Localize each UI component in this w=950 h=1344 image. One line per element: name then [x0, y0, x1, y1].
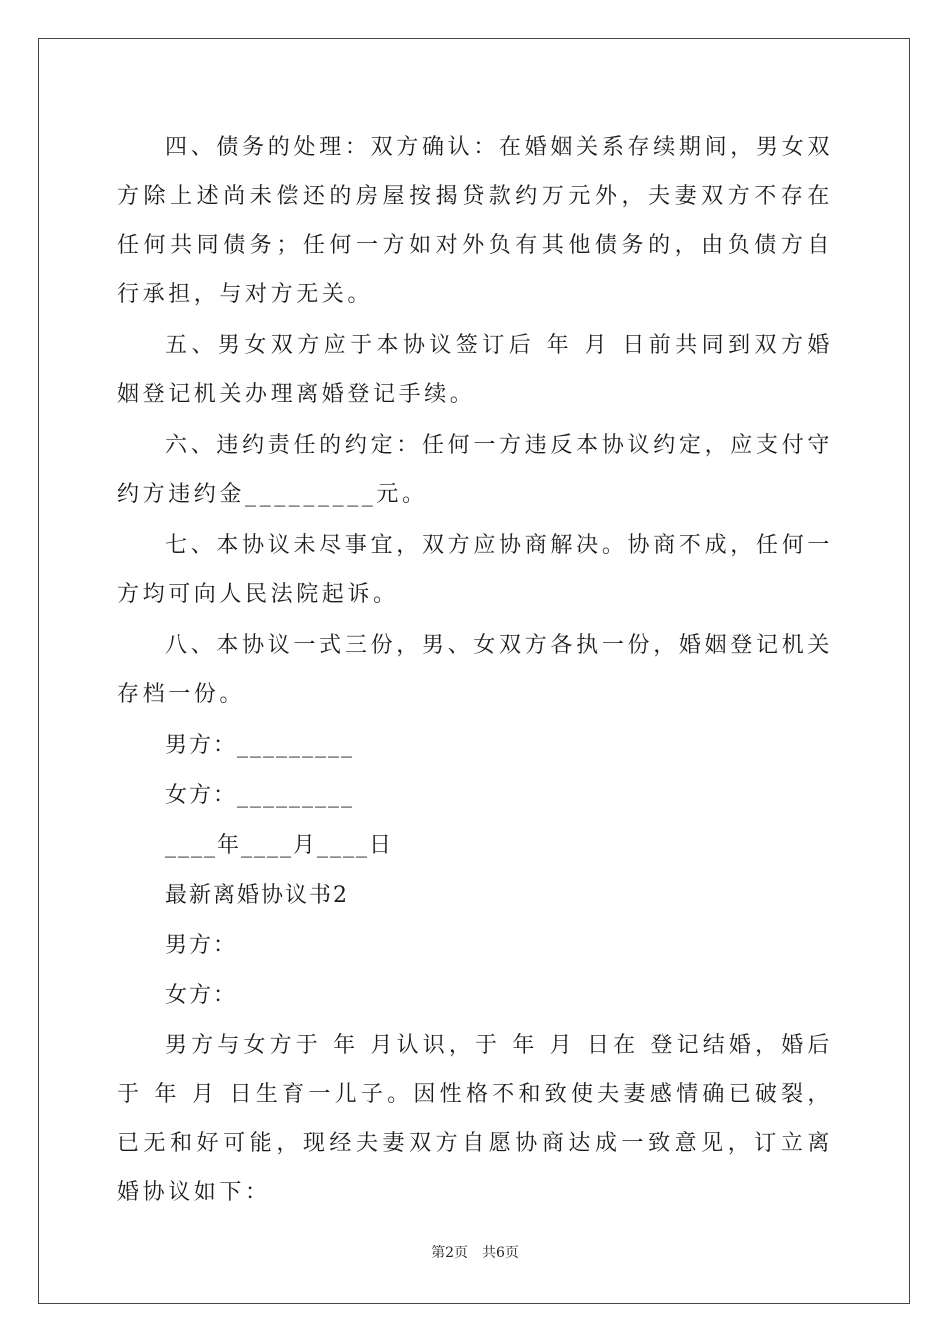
clause-breach-liability: 六、违约责任的约定：任何一方违反本协议约定，应支付守约方违约金_________元。 [117, 433, 833, 507]
intro-paragraph: 男方与女方于 年 月认识，于 年 月 日在 登记结婚，婚后于 年 月 日生育一儿子。因性格不和致使夫妻感情确已破裂，已无和好可能，现经夫妻双方自愿协商达成一致意见，订立离婚协议如下： [117, 1033, 833, 1205]
clause-copies: 八、本协议一式三份，男、女双方各执一份，婚姻登记机关存档一份。 [117, 633, 833, 707]
clause-unresolved-matters: 七、本协议未尽事宜，双方应协商解决。协商不成，任何一方均可向人民法院起诉。 [117, 533, 833, 607]
party-female: 女方： [165, 983, 238, 1008]
clause-divorce-registration: 五、男女双方应于本协议签订后 年 月 日前共同到双方婚姻登记机关办理离婚登记手续。 [117, 333, 833, 407]
signature-male: 男方：_________ [165, 733, 355, 758]
document-body [117, 123, 833, 1219]
signature-date: ____年____月____日 [165, 833, 394, 858]
signature-female: 女方：_________ [165, 783, 355, 808]
clause-debts: 四、债务的处理：双方确认：在婚姻关系存续期间，男女双方除上述尚未偿还的房屋按揭贷款约万元外，夫妻双方不存在任何共同债务；任何一方如对外负有其他债务的，由负债方自行承担，与对方无关。 [117, 135, 833, 307]
section-title: 最新离婚协议书2 [165, 883, 349, 908]
page-indicator: 第2页 共6页 [431, 1245, 519, 1261]
party-male: 男方： [165, 933, 238, 958]
